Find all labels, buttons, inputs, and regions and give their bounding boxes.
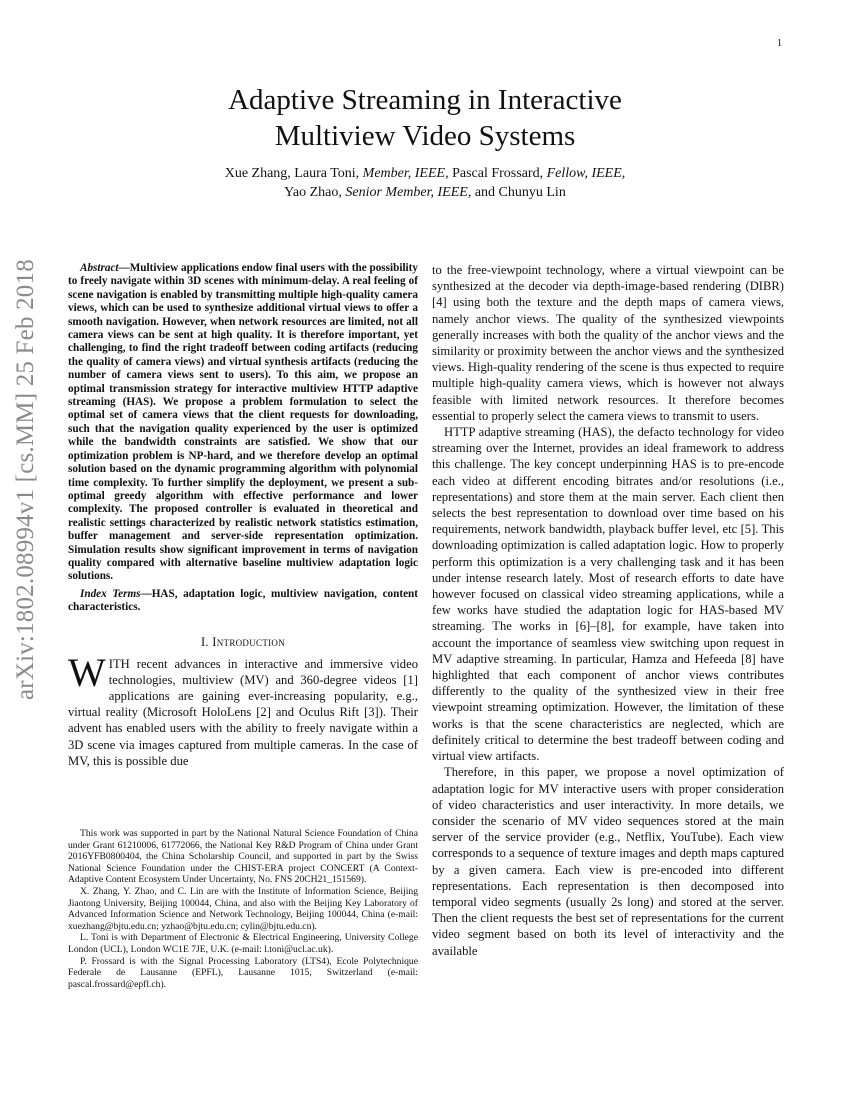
abstract [68, 262, 418, 584]
footnote-affiliation-bjtu: X. Zhang, Y. Zhao, and C. Lin are with the Institute of Information Science, Beijing Jiaotong University, Beijing 100044, China, and also with the Beijing Key Laboratory of Advanced Information Science and Network Technology, Beijing 100044, China (e-mail: xuezhang@bjtu.edu.cn; yzhao@bjtu.edu.cn; cylin@bjtu.edu.cn). [68, 885, 418, 932]
title-line-1: Adaptive Streaming in Interactive [228, 84, 622, 116]
author-list [0, 164, 850, 202]
index-terms-text: —HAS, adaptation logic, multiview navigation, content characteristics. [68, 587, 418, 614]
page-number: 1 [777, 38, 782, 49]
footnotes [68, 828, 418, 990]
section-heading-introduction: I. Introduction [200, 634, 286, 649]
author-names-4: and Chunyu Lin [471, 185, 566, 200]
index-terms-label: Index Terms [80, 587, 141, 600]
footnote-affiliation-epfl: P. Frossard is with the Signal Processing Laboratory (LTS4), Ecole Polytechnique Federale de Lausanne (EPFL), Lausanne 1015, Switzerland (e-mail: pascal.frossard@epfl.ch). [68, 955, 418, 990]
abstract-text: —Multiview applications endow final users with the possibility to freely navigate within 3D scenes with minimum-delay. A real feeling of scene navigation is enabled by transmitting multiple high-quality camera views, which can be used to synthesize additional virtual views to offer a smooth navigation. However, when network resources are limited, not all camera views can be sent at high quality. It is therefore important, yet challenging, to find the right tradeoff between coding artifacts (reducing the quality of camera views) and virtual synthesis artifacts (reducing the number of camera views sent to users). To this aim, we propose an optimal transmission strategy for interactive multiview HTTP adaptive streaming (HAS). We propose a problem formulation to select the optimal set of camera views that the client requests for downloading, such that the navigation quality experienced by the user is optimized while the bandwidth constraints are satisfied. We show that our optimization problem is NP-hard, and we therefore develop an optimal solution based on the dynamic programming algorithm with polynomial time complexity. To further simplify the deployment, we present a sub-optimal greedy algorithm with effective performance and lower complexity. The proposed controller is evaluated in theoretical and realistic settings characterized by realistic network statistics estimation, buffer management and server-side representation optimization. Simulation results show significant improvement in terms of navigation quality compared with alternative baseline multiview adaptation logic solutions. [68, 262, 418, 583]
author-names-3: Yao Zhao, [284, 185, 346, 200]
drop-cap: W [68, 649, 106, 695]
arxiv-identifier: arXiv:1802.08994v1 [cs.MM] 25 Feb 2018 [12, 259, 39, 700]
intro-paragraph [68, 649, 418, 769]
right-paragraph-3: Therefore, in this paper, we propose a novel optimization of adaptation logic for MV interactive users with proper consideration of video characteristics and user interactivity. In more details, we consider the scenario of MV video sequences stored at the main server of the service provider (e.g., Netflix, YouTube). Each view corresponds to a sequence of texture images and depth maps captured by a given camera. Each view is pre-encoded into different representations. Each representation is then decomposed into temporal video segments (usually 2s long) and stored at the server. Then the client requests the best set of representations for the current video segment based on both its level of interactivity and the available [432, 765, 784, 958]
footnote-funding: This work was supported in part by the National Natural Science Foundation of China under Grant 61210006, 61772066, the National Key R&D Program of China under Grant 2016YFB0800404, the China Scholarship Council, and supported in part by the Swiss National Science Foundation under the CHIST-ERA project CONCERT (A Context-Adaptive Content Ecosystem Under Uncertainty, No. FNS 20CH21_151569). [68, 828, 418, 886]
right-column [432, 262, 784, 959]
title-line-2: Multiview Video Systems [274, 120, 576, 152]
left-column [68, 262, 418, 769]
intro-paragraph-text: ITH recent advances in interactive and immersive video technologies, multiview (MV) and 360-degree videos [1] applications are gaining ever-increasing popularity, e.g., virtual reality (Microsoft HoloLens [2] and Oculus Rift [3]). Their advent has enabled users with the ability to freely navigate within a 3D scene via images captured from multiple cameras. In the case of MV, this is possible due [68, 656, 418, 768]
author-line-1 [0, 164, 850, 183]
paper-title [0, 82, 850, 154]
footnote-affiliation-ucl: L. Toni is with Department of Electronic & Electrical Engineering, University College London (UCL), London WC1E 7JE, U.K. (e-mail: l.toni@ucl.ac.uk). [68, 932, 418, 955]
abstract-label: Abstract [80, 262, 119, 274]
author-affiliation-1: Member, IEEE, [362, 166, 449, 181]
right-paragraph-2: HTTP adaptive streaming (HAS), the defacto technology for video streaming over the Internet, provides an ideal framework to address this challenge. The key concept underpinning HAS is to pre-encode each video at different encoding bitrates and/or resolutions (i.e., representations) and store them at the main server. Each client then selects the best representation to download over time based on his requirements, network bandwidth, playback buffer level, etc [5]. This downloading optimization is called adaptation logic. How to properly perform this optimization is a very challenging task and it has been under intense research lately. Most of research efforts to date have however focused on classical video streaming applications, while a few works have studied the adaptation logic for HAS-based MV streaming. The works in [6]–[8], for example, have taken into account the importance of seamless view switching upon request in MV adaptive streaming. In particular, Hamza and Hefeeda [8] have highlighted that each component of anchor views contributes differently to the quality of the synthesized view in their free viewpoint streaming optimization. However, the limitation of these works is that the scene characteristics are neglected, which are definitely critical to determine the best tradeoff between coding and virtual view artifacts. [432, 425, 784, 764]
author-names-1: Xue Zhang, Laura Toni, [224, 166, 363, 181]
author-names-2: Pascal Frossard, [448, 166, 547, 181]
author-line-2 [0, 183, 850, 202]
right-paragraph-1: to the free-viewpoint technology, where a virtual viewpoint can be synthesized at the decoder via depth-image-based rendering (DIBR) [4] using both the texture and the depth maps of camera views, namely anchor views. The quality of the synthesized viewpoints generally increases with both the quality of the anchor views and the similarity or proximity between the anchor views and the synthesized views. High-quality rendering of the scene is thus expected to require multiple high-quality camera views, which is however not always feasible with limited network resources. It therefore becomes essential to properly select the camera views to transmit to users. [432, 263, 784, 423]
author-affiliation-3: Senior Member, IEEE, [345, 185, 472, 200]
index-terms [68, 588, 418, 615]
author-affiliation-2: Fellow, IEEE, [546, 166, 626, 181]
